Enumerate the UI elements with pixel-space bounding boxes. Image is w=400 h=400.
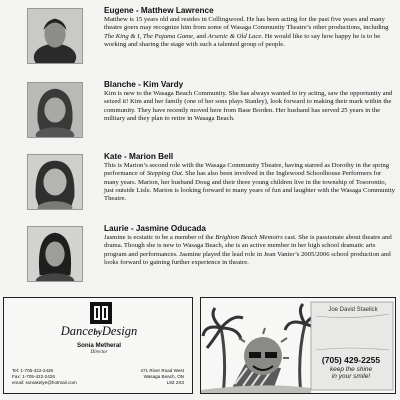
dance-logo-icon — [90, 302, 112, 324]
cast-name: Laurie - Jasmine Oducada — [104, 224, 206, 233]
bio-text: Matthew is 15 years old and resides in Collingwood. He has been acting for the past five years and many theatre goers may recognize him from some of Wasaga Community Theatre’s other productions, including — [104, 16, 389, 32]
headshot-photo — [27, 82, 83, 138]
brand-word: Dance — [60, 324, 94, 338]
realtor-phone: (705) 429-2255 — [321, 355, 381, 365]
bio-text: This is Marion’s second role with the Wasaga Community Theatre, having starred as Dorothy in the spring performance of — [104, 162, 390, 178]
realtor-ad — [200, 297, 396, 394]
bio-text: , and — [192, 32, 208, 40]
bio-text: Kim is new to the Wasaga Beach Community. She has always wanted to try acting, saw the opportunity and seized it! Kim and her family (one of her sons plays Stanley), look forward to making their mark within the community. They have recently moved here from Base Borden. Her husband has served 25 years in the military and they plan to retire in Wasaga Beach. — [104, 90, 393, 122]
show-title: Arsenic & Old Lace — [207, 32, 262, 40]
portrait-graphic — [28, 83, 82, 137]
ad-address-line: L9Z 2X3 — [166, 380, 184, 386]
cast-name: Kate - Marion Bell — [104, 152, 174, 161]
slogan-line: keep the shine — [329, 366, 373, 373]
dance-wordmark — [4, 324, 193, 339]
headshot-photo — [27, 154, 83, 210]
ad-phone: Tel: 1-705-422-2426 — [12, 368, 54, 373]
cast-bio — [104, 90, 396, 123]
portrait-graphic — [28, 227, 82, 281]
ad-address-line: 471 River Road West — [140, 368, 184, 373]
ad-owner-name: Sonia Metheral — [76, 342, 121, 349]
cast-name: Blanche - Kim Vardy — [104, 80, 184, 89]
show-title: The Pajama Game — [142, 32, 193, 40]
cast-bio — [104, 162, 396, 203]
ad-address-line: Wasaga Beach, ON — [143, 374, 184, 380]
bio-block — [104, 80, 396, 123]
bio-text: cast. She is passionate about theatre and drama. Though she is new to Wasaga Beach, she is an active member in her high school dramatic arts program and performances. Jasmine played the lead role in Jean Vanier’s 2005/2006 school production and looks forward to gaining further experience in theatre. — [104, 234, 392, 266]
brand-word: Design — [101, 324, 138, 338]
bio-text: . He would like to say how happy he is to be working and sharing the stage with such a talented group of people. — [104, 32, 381, 48]
ad-contact-info — [12, 368, 77, 387]
ad-owner-title: Director — [90, 350, 108, 355]
bio-text: Jasmine is ecstatic to be a member of the — [104, 234, 216, 241]
dance-by-design-ad — [3, 297, 193, 394]
ad-fax: Fax: 1-705-422-2426 — [12, 374, 55, 380]
show-title: The King & I — [104, 32, 140, 40]
bio-block — [104, 6, 396, 49]
realtor-name: Joe David Staelick — [328, 307, 378, 313]
ad-address — [140, 368, 184, 387]
headshot-photo — [27, 8, 83, 64]
bio-block — [104, 224, 396, 267]
bio-block — [104, 152, 396, 203]
show-title: Brighton Beach Memoirs — [215, 234, 283, 241]
brand-by: by — [93, 327, 102, 337]
portrait-graphic — [28, 9, 82, 63]
show-title: Stepping Out — [146, 170, 182, 178]
realtor-slogan — [313, 366, 389, 380]
cast-bio — [104, 234, 396, 267]
cast-name: Eugene - Matthew Lawrence — [104, 6, 214, 15]
headshot-photo — [27, 226, 83, 282]
cast-bio — [104, 16, 396, 49]
bio-text: , — [139, 32, 143, 40]
ad-email: email: soniakelye@hotmail.com — [12, 380, 77, 386]
bio-text: . She has also been involved in the Inglewood Schoolhouse Performers for many years. Marion, her husband Doug and their three young children live in the township of Tosorontio, just outside Lisle. Marion is looking forward to many years of fun and laughter with the Wasaga Community Theatre. — [104, 170, 395, 203]
slogan-line: in your smile! — [331, 373, 371, 380]
portrait-graphic — [28, 155, 82, 209]
